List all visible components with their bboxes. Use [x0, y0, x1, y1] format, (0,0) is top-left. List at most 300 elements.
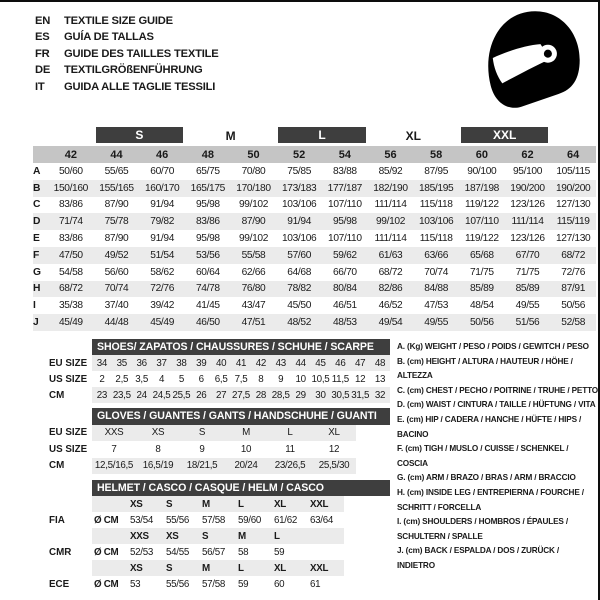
size-value: 83/86: [58, 199, 83, 211]
helmet-value: 61/62: [274, 514, 298, 526]
table-value: 27,5: [231, 387, 251, 403]
size-value: 49/55: [413, 314, 459, 331]
table-value: 28: [251, 387, 271, 403]
size-value: 78/82: [276, 281, 322, 298]
table-value: 42: [251, 355, 271, 371]
helmet-value: 54/55: [166, 546, 190, 558]
size-value: 150/160: [48, 180, 94, 197]
size-value: 57/60: [276, 247, 322, 264]
size-value: 49/54: [368, 314, 414, 331]
table-value: 4: [158, 373, 165, 385]
filler-cell: [344, 496, 390, 512]
size-group-cell: XXL: [461, 127, 548, 143]
size-value: 83/86: [185, 213, 231, 230]
size-value: 190/200: [505, 180, 551, 197]
table-value: 11: [285, 443, 295, 455]
size-value: 95/98: [195, 233, 220, 245]
size-value: 71/75: [515, 266, 540, 278]
size-value: 53/56: [185, 247, 231, 264]
size-value: 99/102: [368, 213, 414, 230]
size-value: 58/62: [150, 266, 175, 278]
language-title: TEXTILE SIZE GUIDE: [64, 15, 173, 27]
table-value: 8: [155, 443, 161, 455]
table-value: 25,5: [171, 387, 191, 403]
size-header-cell: 56: [368, 146, 414, 163]
table-value: M: [224, 425, 268, 442]
size-value: 90/100: [467, 165, 497, 177]
size-value: 103/106: [281, 199, 317, 211]
size-value: 59/62: [322, 247, 368, 264]
size-value: 91/94: [150, 199, 175, 211]
table-value: 8: [258, 373, 264, 385]
size-value: 155/165: [94, 180, 140, 197]
row-label: US SIZE: [49, 373, 88, 385]
spacer-cell: [33, 496, 92, 512]
size-value: 74/78: [185, 281, 231, 298]
table-value: 28,5: [271, 387, 291, 403]
size-header-cell: 46: [139, 146, 185, 163]
size-value: 75/78: [94, 213, 140, 230]
table-value: 12,5/16,5: [92, 458, 136, 475]
helmet-value: 56/57: [202, 546, 226, 558]
filler-cell: [344, 560, 390, 576]
size-header-cell: 58: [413, 146, 459, 163]
legend-item: I. (cm) SHOULDERS / HOMBROS / ÉPAULES / SCHULTERN / SPALLE: [397, 517, 568, 541]
helmet-value: 59: [274, 546, 285, 558]
filler-cell: [356, 425, 390, 442]
size-value: 62/66: [241, 266, 266, 278]
size-value: 85/89: [459, 281, 505, 298]
legend-item: A. (Kg) WEIGHT / PESO / POIDS / GEWITCH / PESO: [397, 342, 589, 351]
table-value: XXS: [92, 425, 136, 442]
table-value: 47: [350, 355, 370, 371]
size-value: 82/86: [368, 281, 414, 298]
size-group-cell: S: [96, 127, 183, 143]
size-value: 165/175: [185, 180, 231, 197]
helmet-value: 53: [130, 578, 141, 590]
row-letter: H: [33, 281, 48, 298]
language-title: TEXTILGRÖßENFÜHRUNG: [64, 64, 203, 77]
size-header-cell: 64: [550, 146, 596, 163]
size-value: 45/50: [287, 300, 312, 312]
language-code: FR: [35, 47, 50, 60]
size-header-spacer: [33, 146, 48, 163]
legend-item: C. (cm) CHEST / PECHO / POITRINE / TRUHE / PETTO: [397, 385, 598, 395]
size-value: 65/75: [195, 165, 220, 177]
size-group-cell: XL: [405, 129, 421, 143]
table-value: 43: [271, 355, 291, 371]
measure-legend: [397, 340, 599, 574]
size-value: 48/52: [276, 314, 322, 331]
language-row: [35, 46, 219, 62]
helmet-value: 59/60: [238, 514, 262, 526]
spacer-cell: [33, 560, 92, 576]
size-value: 64/68: [287, 266, 312, 278]
size-value: 63/66: [413, 247, 459, 264]
table-value: 38: [171, 355, 191, 371]
helmet-size-cell: XXL: [308, 560, 344, 576]
size-value: 111/114: [374, 199, 407, 211]
size-value: 119/122: [465, 233, 499, 245]
table-value: 23/26,5: [268, 458, 312, 475]
table-value: 5: [178, 373, 184, 385]
row-label: EU SIZE: [49, 357, 88, 369]
size-value: 182/190: [368, 180, 414, 197]
helmet-value: 63/64: [310, 514, 334, 526]
legend-item: D. (cm) WAIST / CINTURA / TAILLE / HÜFTUNG / VITA: [397, 400, 596, 410]
size-value: 50/60: [58, 165, 83, 177]
size-value: 47/53: [424, 300, 449, 312]
row-label: US SIZE: [49, 443, 88, 455]
size-value: 61/63: [368, 247, 414, 264]
size-value: 41/45: [195, 300, 220, 312]
size-value: 79/82: [139, 213, 185, 230]
size-value: 119/122: [465, 199, 499, 211]
size-value: 50/56: [561, 300, 586, 312]
language-code: EN: [35, 15, 51, 27]
table-value: 34: [92, 355, 112, 371]
row-letter: B: [33, 180, 48, 197]
racing-helmet-icon: [476, 6, 588, 112]
helmet-size-cell: XS: [164, 528, 200, 544]
size-value: 52/58: [550, 314, 596, 331]
size-value: 43/47: [241, 300, 266, 312]
table-value: 10,5: [311, 373, 330, 385]
helmet-value: 57/58: [202, 578, 226, 590]
size-value: 115/119: [550, 213, 596, 230]
size-value: 46/50: [185, 314, 231, 331]
size-value: 103/106: [413, 213, 459, 230]
legend-item: E. (cm) HIP / CADERA / HANCHE / HÜFTE / HIPS / BACINO: [397, 414, 582, 439]
table-value: 41: [231, 355, 251, 371]
helmet-size-cell: [308, 528, 344, 544]
helmet-size-cell: XS: [128, 496, 164, 512]
row-letter: C: [33, 199, 41, 211]
size-value: 44/48: [94, 314, 140, 331]
language-title: GUÍA DE TALLAS: [64, 31, 154, 44]
table-value: 18/21,5: [180, 458, 224, 475]
size-value: 66/70: [332, 266, 357, 278]
table-value: L: [268, 425, 312, 442]
row-label: CM: [49, 389, 65, 401]
unit-spacer: [92, 560, 128, 576]
size-value: 35/38: [58, 300, 83, 312]
table-value: 6,5: [214, 373, 228, 385]
helmet-size-cell: S: [164, 496, 200, 512]
size-value: 107/110: [459, 213, 505, 230]
helmet-value: 61: [310, 578, 321, 590]
language-code: DE: [35, 64, 51, 77]
language-row: [35, 62, 219, 78]
language-row: [35, 79, 219, 95]
table-value: XL: [312, 425, 356, 442]
table-value: 27: [211, 387, 231, 403]
size-value: 127/130: [555, 233, 591, 245]
size-value: 55/58: [231, 247, 277, 264]
size-value: 46/51: [332, 300, 357, 312]
table-value: 45: [311, 355, 331, 371]
spacer-cell: [33, 528, 92, 544]
size-value: 46/52: [378, 300, 403, 312]
size-header-cell: 60: [459, 146, 505, 163]
size-value: 87/90: [104, 199, 129, 211]
size-value: 115/118: [419, 233, 453, 245]
size-value: 123/126: [510, 233, 545, 245]
language-list: [35, 13, 219, 95]
helmet-size-cell: L: [236, 496, 272, 512]
size-value: 84/88: [413, 281, 459, 298]
table-value: 30,5: [330, 387, 350, 403]
table-value: 44: [291, 355, 311, 371]
size-value: 71/74: [48, 213, 94, 230]
table-value: 12: [355, 373, 366, 385]
table-value: 25,5/30: [312, 458, 356, 475]
size-value: 127/130: [555, 199, 591, 211]
table-value: 23,5: [112, 387, 132, 403]
helmet-table: [33, 480, 390, 592]
size-header-cell: 44: [94, 146, 140, 163]
size-value: 68/72: [48, 281, 94, 298]
table-value: 3,5: [135, 373, 149, 385]
table-value: 35: [112, 355, 132, 371]
size-value: 107/110: [328, 199, 362, 211]
standard-label: CMR: [49, 546, 72, 558]
helmet-size-cell: L: [236, 560, 272, 576]
size-value: 187/198: [459, 180, 505, 197]
row-letter: A: [33, 165, 41, 177]
language-row: [35, 29, 219, 45]
size-value: 103/106: [281, 233, 317, 245]
row-letter: F: [33, 247, 48, 264]
helmet-value: 52/53: [130, 546, 154, 558]
filler-cell: [344, 528, 390, 544]
row-letter: J: [33, 314, 48, 331]
diameter-unit-label: Ø CM: [94, 578, 119, 590]
table-value: 39: [191, 355, 211, 371]
diameter-unit-label: Ø CM: [94, 546, 119, 558]
size-value: 49/55: [515, 300, 540, 312]
shoes-table: [33, 339, 390, 403]
size-value: 160/170: [139, 180, 185, 197]
size-value: 173/183: [276, 180, 322, 197]
helmet-value: 58: [238, 546, 249, 558]
size-value: 115/118: [419, 199, 453, 211]
size-value: 177/187: [322, 180, 368, 197]
size-value: 68/72: [378, 266, 403, 278]
helmet-value: 59: [238, 578, 249, 590]
size-value: 80/84: [322, 281, 368, 298]
size-value: 48/54: [469, 300, 494, 312]
size-value: 55/65: [104, 165, 129, 177]
size-value: 111/114: [505, 213, 551, 230]
size-header-cell: 54: [322, 146, 368, 163]
size-value: 70/80: [241, 165, 266, 177]
table-value: 2,5: [115, 373, 129, 385]
legend-item: F. (cm) TIGH / MUSLO / CUISSE / SCHENKEL / COSCIA: [397, 444, 569, 468]
helmet-size-cell: L: [272, 528, 308, 544]
helmet-table-title: HELMET / CASCO / CASQUE / HELM / CASCO: [92, 480, 390, 496]
size-header-cell: 50: [231, 146, 277, 163]
filler-cell: [344, 512, 390, 528]
helmet-size-cell: XS: [128, 560, 164, 576]
gloves-table: [33, 408, 390, 474]
textile-size-table: [33, 126, 596, 331]
helmet-size-cell: M: [200, 560, 236, 576]
size-value: 107/110: [328, 233, 362, 245]
helmet-size-cell: M: [200, 496, 236, 512]
size-value: 68/72: [550, 247, 596, 264]
table-value: XS: [136, 425, 180, 442]
table-value: 37: [152, 355, 172, 371]
row-letter: E: [33, 233, 40, 245]
legend-item: B. (cm) HEIGHT / ALTURA / HAUTEUR / HÖHE / ALTEZZA: [397, 356, 573, 381]
helmet-size-cell: XXS: [128, 528, 164, 544]
size-value: 60/64: [195, 266, 220, 278]
size-value: 85/89: [505, 281, 551, 298]
size-value: 49/52: [94, 247, 140, 264]
table-value: 10: [240, 443, 252, 455]
size-value: 47/51: [231, 314, 277, 331]
size-value: 51/54: [139, 247, 185, 264]
row-letter: D: [33, 213, 48, 230]
table-value: 40: [211, 355, 231, 371]
size-header-cell: 52: [276, 146, 322, 163]
table-value: 26: [191, 387, 211, 403]
size-value: 190/200: [550, 180, 596, 197]
size-value: 39/42: [150, 300, 175, 312]
size-value: 111/114: [374, 233, 407, 245]
size-value: 99/102: [238, 199, 269, 211]
table-value: 11,5: [331, 373, 349, 385]
size-value: 83/88: [332, 165, 357, 177]
table-value: 9: [199, 443, 205, 455]
size-value: 105/115: [556, 165, 590, 177]
helmet-value: [308, 544, 344, 560]
size-value: 54/58: [58, 266, 83, 278]
size-value: 170/180: [231, 180, 277, 197]
size-value: 91/94: [276, 213, 322, 230]
size-value: 70/74: [94, 281, 140, 298]
legend-item: G. (cm) ARM / BRAZO / BRAS / ARM / BRACCIO: [397, 473, 576, 483]
size-value: 95/98: [195, 199, 220, 211]
size-value: 185/195: [413, 180, 459, 197]
diameter-unit-label: Ø CM: [94, 514, 119, 526]
filler-cell: [344, 544, 390, 560]
size-value: 85/92: [378, 165, 403, 177]
size-group-cell: L: [278, 127, 365, 143]
table-value: 13: [374, 373, 386, 385]
helmet-value: 53/54: [130, 514, 154, 526]
table-value: 24: [132, 387, 152, 403]
size-value: 83/86: [58, 233, 83, 245]
helmet-value: 55/56: [166, 514, 190, 526]
table-value: 7,5: [234, 373, 248, 385]
filler-cell: [356, 458, 390, 475]
size-value: 87/90: [231, 213, 277, 230]
table-value: 31,5: [350, 387, 370, 403]
helmet-size-cell: XXL: [308, 496, 344, 512]
helmet-size-cell: XL: [272, 560, 308, 576]
size-header-cell: 48: [185, 146, 231, 163]
table-value: 10: [295, 373, 306, 385]
table-value: 23: [92, 387, 112, 403]
gloves-table-title: GLOVES / GUANTES / GANTS / HANDSCHUHE / GUANTI: [92, 408, 390, 425]
unit-spacer: [92, 496, 128, 512]
size-group-cell: M: [225, 129, 236, 143]
size-value: 50/56: [459, 314, 505, 331]
table-value: 24,5: [152, 387, 172, 403]
table-value: 16,5/19: [136, 458, 180, 475]
size-value: 71/75: [469, 266, 494, 278]
size-value: 87/95: [424, 165, 449, 177]
size-value: 95/100: [512, 165, 543, 177]
table-value: 2: [99, 373, 105, 385]
size-value: 47/50: [48, 247, 94, 264]
language-row: [35, 13, 219, 29]
helmet-value: 60: [274, 578, 285, 590]
size-value: 87/91: [550, 281, 596, 298]
size-value: 95/98: [322, 213, 368, 230]
table-value: 6: [198, 373, 204, 385]
filler-cell: [356, 441, 390, 458]
helmet-size-cell: S: [200, 528, 236, 544]
filler-cell: [344, 576, 390, 592]
table-value: 30: [311, 387, 331, 403]
standard-label: FIA: [49, 514, 65, 526]
size-value: 45/49: [139, 314, 185, 331]
row-letter: I: [33, 300, 36, 312]
table-value: 48: [370, 355, 390, 371]
unit-spacer: [92, 528, 128, 544]
size-value: 65/68: [459, 247, 505, 264]
size-value: 67/70: [505, 247, 551, 264]
size-value: 37/40: [104, 300, 129, 312]
table-value: 7: [111, 443, 117, 455]
helmet-size-cell: S: [164, 560, 200, 576]
table-value: 12: [328, 443, 340, 455]
table-value: S: [180, 425, 224, 442]
size-value: 91/94: [150, 233, 175, 245]
language-code: IT: [35, 80, 45, 93]
table-value: 9: [278, 373, 284, 385]
legend-item: H. (cm) INSIDE LEG / ENTREPIERNA / FOURCHE / SCHRITT / FORCELLA: [397, 487, 584, 512]
size-header-cell: 62: [505, 146, 551, 163]
size-group-cell: [550, 126, 596, 146]
helmet-size-cell: XL: [272, 496, 308, 512]
size-value: 45/49: [48, 314, 94, 331]
size-value: 123/126: [510, 199, 545, 211]
table-value: 32: [370, 387, 390, 403]
size-value: 76/80: [231, 281, 277, 298]
helmet-value: 55/56: [166, 578, 190, 590]
size-value: 60/70: [150, 165, 175, 177]
size-value: 87/90: [104, 233, 129, 245]
size-value: 72/76: [561, 266, 586, 278]
table-value: 36: [132, 355, 152, 371]
size-value: 99/102: [238, 233, 269, 245]
size-group-cell: [33, 126, 94, 146]
table-value: 46: [330, 355, 350, 371]
table-value: 29: [291, 387, 311, 403]
helmet-value: 57/58: [202, 514, 226, 526]
size-value: 75/85: [287, 165, 312, 177]
size-value: 72/76: [139, 281, 185, 298]
size-value: 56/60: [104, 266, 129, 278]
size-value: 70/74: [424, 266, 449, 278]
row-label: EU SIZE: [49, 427, 88, 439]
row-letter: G: [33, 266, 42, 278]
size-header-cell: 42: [48, 146, 94, 163]
